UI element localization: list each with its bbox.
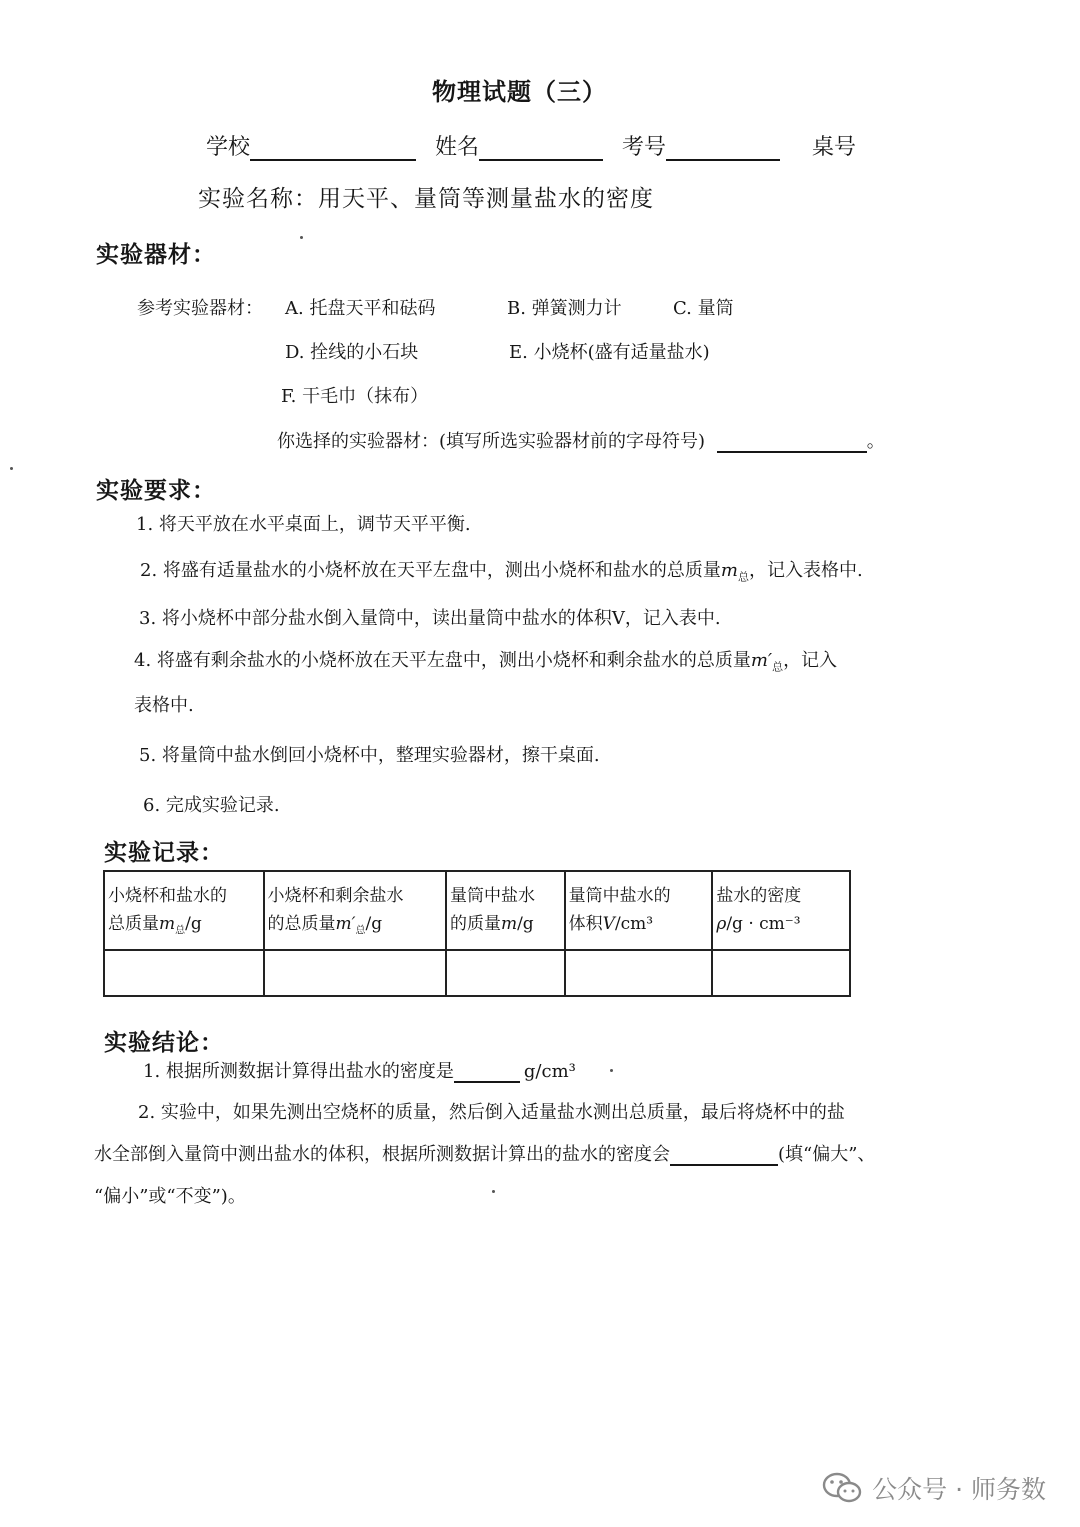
school-field xyxy=(206,130,416,161)
requirement-step-6: 6. 完成实验记录. xyxy=(143,795,280,816)
equipment-ref-label: 参考实验器材： xyxy=(137,298,263,319)
conclusion-q1 xyxy=(143,1057,576,1083)
record-col-2-line1: 小烧杯和剩余盐水 xyxy=(267,886,404,906)
record-col-rest-mass xyxy=(264,871,446,950)
record-col-1-sub: 总 xyxy=(175,925,186,937)
experiment-name: 实验名称：用天平、量筒等测量盐水的密度 xyxy=(198,186,654,212)
scan-speck xyxy=(10,467,13,470)
conclusion-q2-line3: “偏小”或“不变”)。 xyxy=(94,1186,246,1207)
name-field xyxy=(435,130,603,161)
record-col-4-symbol: V xyxy=(602,914,615,934)
requirement-step-4-text: 4. 将盛有剩余盐水的小烧杯放在天平左盘中，测出小烧杯和剩余盐水的总质量 xyxy=(134,650,751,671)
record-table xyxy=(103,870,851,997)
requirement-step-3: 3. 将小烧杯中部分盐水倒入量筒中，读出量筒中盐水的体积V，记入表中. xyxy=(139,608,721,629)
equipment-item-b: B. 弹簧测力计 xyxy=(507,298,622,319)
equipment-choice-end: 。 xyxy=(866,431,885,452)
page-title: 物理试题（三） xyxy=(432,77,607,106)
record-col-5-line1: 盐水的密度 xyxy=(716,886,802,906)
wechat-icon xyxy=(822,1471,862,1505)
conclusion-q1-blank[interactable] xyxy=(454,1061,520,1083)
record-col-volume xyxy=(565,871,713,950)
record-col-2-line2 xyxy=(268,910,442,945)
record-col-1-line2a: 总质量 xyxy=(108,914,159,934)
record-col-2-line2a: 的总质量 xyxy=(267,914,336,934)
conclusion-q2-line2-tail: (填“偏大”、 xyxy=(778,1144,876,1165)
record-col-4-line2 xyxy=(569,910,709,938)
requirement-step-4 xyxy=(134,646,837,675)
requirement-step-2-tail: ，记入表格中. xyxy=(748,560,863,581)
equipment-item-f: F. 干毛巾（抹布） xyxy=(281,386,429,407)
requirements-heading: 实验要求： xyxy=(96,477,216,504)
requirement-step-4-tail: ，记入 xyxy=(783,650,838,671)
record-col-3-line2 xyxy=(450,910,561,938)
equipment-item-d: D. 拴线的小石块 xyxy=(285,342,419,363)
record-header-row xyxy=(104,871,850,950)
conclusion-q2-blank[interactable] xyxy=(670,1144,778,1166)
record-heading: 实验记录： xyxy=(104,839,224,866)
school-label: 学校 xyxy=(206,135,251,160)
symbol-m-rest: m′ xyxy=(750,650,773,671)
record-col-3-unit: /g xyxy=(517,914,534,934)
record-col-1-line2 xyxy=(108,910,260,945)
scan-speck xyxy=(610,1069,613,1072)
record-col-mass xyxy=(446,871,565,950)
equipment-choice-prompt: 你选择的实验器材：(填写所选实验器材前的字母符号) xyxy=(277,431,706,452)
equipment-item-c: C. 量筒 xyxy=(673,298,734,319)
symbol-m-total: m xyxy=(720,560,738,581)
record-col-4-unit: /cm³ xyxy=(614,914,654,934)
record-cell-density[interactable] xyxy=(712,950,850,996)
conclusion-q2-line1: 2. 实验中，如果先测出空烧杯的质量，然后倒入适量盐水测出总质量，最后将烧杯中的盐 xyxy=(138,1102,845,1123)
record-col-4-line1: 量筒中盐水的 xyxy=(568,886,671,906)
record-cell-total-mass[interactable] xyxy=(104,950,264,996)
record-cell-mass[interactable] xyxy=(446,950,565,996)
record-cell-rest-mass[interactable] xyxy=(264,950,446,996)
record-col-2-sub: 总 xyxy=(355,925,366,937)
record-col-1-symbol: m xyxy=(159,914,176,934)
scan-speck xyxy=(492,1190,495,1193)
record-col-5-symbol: ρ xyxy=(716,914,727,934)
conclusion-heading: 实验结论： xyxy=(104,1029,224,1056)
conclusion-q2-line2-text: 水全部倒入量筒中测出盐水的体积，根据所测数据计算出的盐水的密度会 xyxy=(94,1144,670,1165)
desk-number-label: 桌号 xyxy=(812,135,857,160)
record-col-2-unit: /g xyxy=(365,914,383,934)
requirement-step-1: 1. 将天平放在水平桌面上，调节天平平衡. xyxy=(136,514,471,535)
conclusion-q2-line2 xyxy=(94,1140,875,1166)
symbol-m-total-sub: 总 xyxy=(737,570,749,584)
watermark-text: 公众号 · 师务数 xyxy=(872,1475,1046,1504)
requirement-step-4-cont: 表格中. xyxy=(134,695,194,716)
record-col-5-line2 xyxy=(716,910,846,938)
record-cell-volume[interactable] xyxy=(565,950,713,996)
record-col-3-line1: 量筒中盐水 xyxy=(449,886,535,906)
conclusion-q1-text: 1. 根据所测数据计算得出盐水的密度是 xyxy=(143,1061,454,1082)
record-col-density xyxy=(712,871,850,950)
exam-number-blank[interactable] xyxy=(666,135,780,161)
equipment-heading: 实验器材： xyxy=(96,241,216,268)
scan-speck xyxy=(300,236,303,239)
record-col-3-line2a: 的质量 xyxy=(449,914,501,934)
equipment-choice-row xyxy=(277,427,885,453)
watermark xyxy=(822,1470,1046,1506)
conclusion-q1-unit: g/cm³ xyxy=(523,1061,576,1082)
symbol-m-rest-sub: 总 xyxy=(772,660,784,674)
name-label: 姓名 xyxy=(435,135,480,160)
record-col-4-line2a: 体积 xyxy=(568,914,603,934)
requirement-step-2-text: 2. 将盛有适量盐水的小烧杯放在天平左盘中，测出小烧杯和盐水的总质量 xyxy=(140,560,721,581)
equipment-item-a: A. 托盘天平和砝码 xyxy=(285,298,436,319)
equipment-choice-blank[interactable] xyxy=(717,431,867,453)
equipment-item-e: E. 小烧杯(盛有适量盐水) xyxy=(509,342,710,363)
record-col-5-unit: /g · cm⁻³ xyxy=(726,914,801,934)
requirement-step-5: 5. 将量筒中盐水倒回小烧杯中，整理实验器材，擦干桌面. xyxy=(139,745,600,766)
name-blank[interactable] xyxy=(479,135,603,161)
record-col-1-line1: 小烧杯和盐水的 xyxy=(108,886,227,906)
record-col-3-symbol: m xyxy=(500,914,518,934)
exam-number-label: 考号 xyxy=(622,135,667,160)
requirement-step-2 xyxy=(140,556,863,585)
school-blank[interactable] xyxy=(250,135,416,161)
exam-number-field xyxy=(622,130,780,161)
record-col-total-mass xyxy=(104,871,264,950)
record-col-2-symbol: m′ xyxy=(335,914,356,934)
record-col-1-unit: /g xyxy=(185,914,202,934)
record-data-row xyxy=(104,950,850,996)
